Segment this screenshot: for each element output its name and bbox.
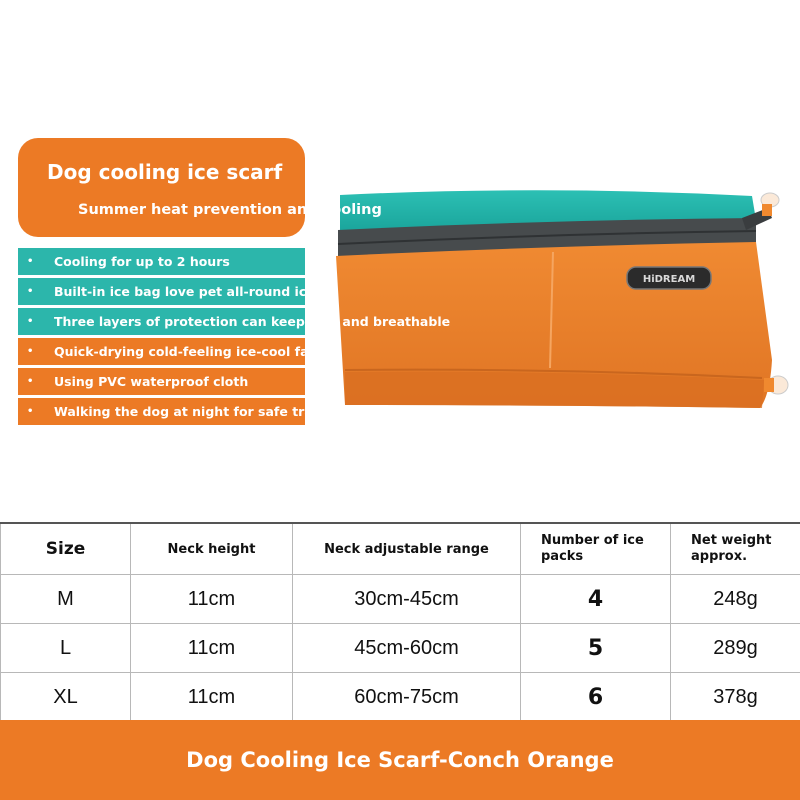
page-title: Dog cooling ice scarf <box>47 160 283 184</box>
page-subtitle: Summer heat prevention and cooling <box>78 202 382 218</box>
feature-item <box>18 278 315 305</box>
cell-net-weight: 378g <box>671 673 800 722</box>
bullet-icon: • <box>27 406 34 417</box>
cell-size: XL <box>1 673 131 722</box>
cell-neck-range: 60cm-75cm <box>293 673 521 722</box>
feature-item <box>18 308 451 335</box>
column-header-neck-height: Neck height <box>131 523 293 575</box>
cell-size: M <box>1 575 131 624</box>
feature-text: Three layers of protection can keep cool and breathable <box>54 314 451 329</box>
cell-size: L <box>1 624 131 673</box>
table-header-row <box>1 523 800 575</box>
table-row <box>1 575 800 624</box>
cell-neck-height: 11cm <box>131 673 293 722</box>
feature-list <box>18 248 451 428</box>
feature-item <box>18 398 334 425</box>
column-header-net-weight: Net weight approx. <box>671 523 800 575</box>
cell-neck-range: 45cm-60cm <box>293 624 521 673</box>
cell-neck-height: 11cm <box>131 575 293 624</box>
bullet-icon: • <box>27 256 34 267</box>
feature-text: Built-in ice bag love pet all-round ice <box>54 284 315 299</box>
cell-neck-height: 11cm <box>131 624 293 673</box>
column-header-ice-packs: Number of ice packs <box>521 523 671 575</box>
bullet-icon: • <box>27 316 34 327</box>
bullet-icon: • <box>27 346 34 357</box>
feature-text: Using PVC waterproof cloth <box>54 374 249 389</box>
cell-net-weight: 289g <box>671 624 800 673</box>
cell-ice-packs: 6 <box>521 673 671 722</box>
footer-banner <box>0 720 800 800</box>
feature-text: Walking the dog at night for safe travel <box>54 404 334 419</box>
feature-text: Cooling for up to 2 hours <box>54 254 230 269</box>
column-header-neck-range: Neck adjustable range <box>293 523 521 575</box>
cell-ice-packs: 5 <box>521 624 671 673</box>
size-table <box>0 522 800 722</box>
title-card <box>18 138 382 237</box>
feature-item <box>18 248 305 275</box>
table-row <box>1 673 800 722</box>
bullet-icon: • <box>27 376 34 387</box>
table-row <box>1 624 800 673</box>
feature-text: Quick-drying cold-feeling ice-cool fabric <box>54 344 336 359</box>
feature-item <box>18 338 336 365</box>
footer-caption: Dog Cooling Ice Scarf-Conch Orange <box>186 748 614 772</box>
column-header-size: Size <box>1 523 131 575</box>
feature-item <box>18 368 305 395</box>
cell-neck-range: 30cm-45cm <box>293 575 521 624</box>
cell-net-weight: 248g <box>671 575 800 624</box>
bullet-icon: • <box>27 286 34 297</box>
cell-ice-packs: 4 <box>521 575 671 624</box>
brand-label-text: HiDREAM <box>642 274 696 285</box>
brand-label-patch <box>627 267 711 289</box>
